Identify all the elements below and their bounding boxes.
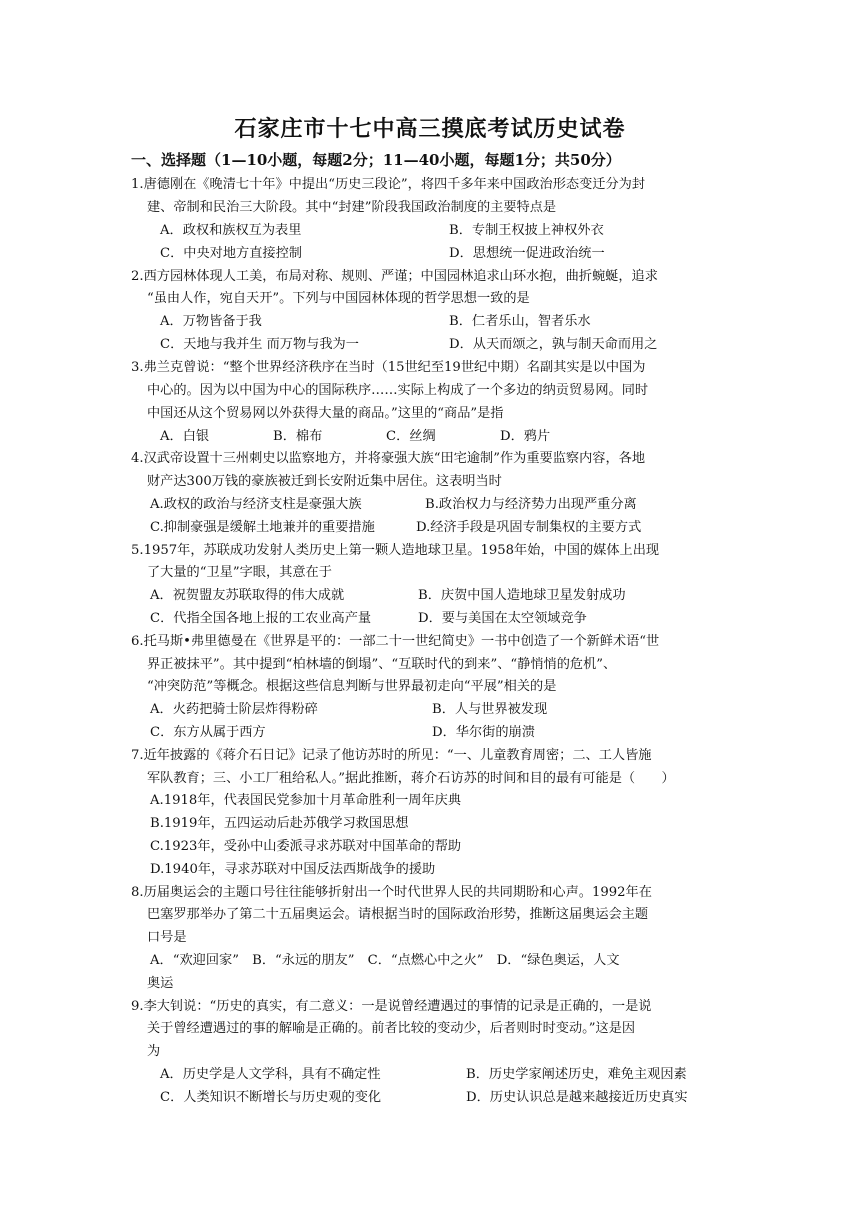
question-3-option-b: B．棉布 (273, 429, 323, 444)
question-5-option-a: A．祝贺盟友苏联取得的伟大成就 (150, 588, 345, 603)
question-6-option-a: A．火药把骑士阶层炸得粉碎 (150, 702, 318, 717)
question-3-option-a: A．白银 (160, 429, 210, 444)
question-9-option-b: B．历史学家阐述历史，难免主观因素 (466, 1067, 687, 1082)
question-9-option-a: A．历史学是人文学科，具有不确定性 (160, 1067, 381, 1082)
question-3-line-1: 3.弗兰克曾说：“整个世界经济秩序在当时（15世纪至19世纪中期）名副其实是以中国为 (131, 360, 646, 375)
question-8-options-cont: 奥运 (147, 976, 174, 991)
question-9-line-3: 为 (147, 1044, 161, 1059)
question-1-line-1: 1.唐德刚在《晚清七十年》中提出“历史三段论”，将四千多年来中国政治形态变迁分为封 (131, 177, 645, 192)
question-5-option-c: C．代指全国各地上报的工农业高产量 (150, 611, 372, 626)
question-2-option-a: A．万物皆备于我 (160, 314, 262, 329)
question-2-option-d: D．从天而颂之，孰与制天命而用之 (449, 337, 658, 352)
question-9-line-1: 9.李大钊说：“历史的真实，有二意义：一是说曾经遭遇过的事情的记录是正确的，一是说 (131, 999, 652, 1014)
question-7-line-1: 7.近年披露的《蒋介石日记》记录了他访苏时的所见：“一、儿童教育周密；二、工人皆施 (131, 748, 652, 763)
question-2-option-b: B．仁者乐山，智者乐水 (449, 314, 591, 329)
question-2-line-1: 2.西方园林体现人工美，布局对称、规则、严谨；中国园林追求山环水抱，曲折蜿蜒，追求 (131, 269, 658, 284)
question-1-option-d: D．思想统一促进政治统一 (449, 246, 605, 261)
question-5-line-2: 了大量的“卫星”字眼，其意在于 (147, 565, 332, 580)
question-8-line-3: 口号是 (147, 930, 187, 945)
question-4-line-1: 4.汉武帝设置十三州刺史以监察地方，并将豪强大族“田宅逾制”作为重要监察内容，各地 (131, 451, 645, 466)
question-2-option-c: C．天地与我并生 而万物与我为一 (160, 337, 359, 352)
question-6-option-b: B．人与世界被发现 (432, 702, 548, 717)
question-6-line-1: 6.托马斯•弗里德曼在《世界是平的：一部二十一世纪简史》一书中创造了一个新鲜术语“世 (131, 634, 660, 649)
question-3-line-2: 中心的。因为以中国为中心的国际秩序……实际上构成了一个多边的纳贡贸易网。同时 (147, 383, 649, 398)
question-4-option-b: B.政治权力与经济势力出现严重分离 (425, 497, 637, 512)
question-4-line-2: 财产达300万钱的豪族被迁到长安附近集中居住。这表明当时 (147, 474, 502, 489)
question-8-line-1: 8.历届奥运会的主题口号往往能够折射出一个时代世界人民的共同期盼和心声。1992年在 (131, 885, 652, 900)
question-7-option-d: D.1940年，寻求苏联对中国反法西斯战争的援助 (150, 862, 436, 877)
question-7-option-b: B.1919年，五四运动后赴苏俄学习救国思想 (150, 816, 409, 831)
question-1-line-2: 建、帝制和民治三大阶段。其中“封建”阶段我国政治制度的主要特点是 (147, 200, 557, 215)
question-7-line-2: 军队教育；三、小工厂租给私人。”据此推断，蒋介石访苏的时间和目的最有可能是（ ） (147, 771, 675, 786)
question-3-option-d: D．鸦片 (500, 429, 551, 444)
question-5-option-d: D．要与美国在太空领域竞争 (418, 611, 587, 626)
question-9-line-2: 关于曾经遭遇过的事的解喻是正确的。前者比较的变动少，后者则时时变动。”这是因 (147, 1021, 636, 1036)
question-5-option-b: B．庆贺中国人造地球卫星发射成功 (418, 588, 626, 603)
question-1-option-a: A．政权和族权互为表里 (160, 223, 302, 238)
question-4-option-d: D.经济手段是巩固专制集权的主要方式 (416, 520, 642, 535)
question-1-option-c: C．中央对地方直接控制 (160, 246, 302, 261)
question-8-line-2: 巴塞罗那举办了第二十五届奥运会。请根据当时的国际政治形势，推断这届奥运会主题 (147, 907, 649, 922)
question-6-line-2: 界正被抹平”。其中提到“柏林墙的倒塌”、“互联时代的到来”、“静悄悄的危机”、 (147, 657, 617, 672)
question-4-option-c: C.抑制豪强是缓解土地兼并的重要措施 (150, 520, 375, 535)
question-1-option-b: B．专制王权披上神权外衣 (449, 223, 604, 238)
section-heading: 一、选择题（1—10小题，每题2分；11—40小题，每题1分；共50分） (131, 151, 621, 169)
question-8-options: A．“欢迎回家” B．“永远的朋友” C．“点燃心中之火” D．“绿色奥运，人文 (150, 953, 620, 968)
question-9-option-c: C．人类知识不断增长与历史观的变化 (160, 1090, 382, 1105)
question-6-option-d: D．华尔街的崩溃 (432, 725, 535, 740)
question-6-line-3: “冲突防范”等概念。根据这些信息判断与世界最初走向“平展”相关的是 (147, 679, 557, 694)
question-4-option-a: A.政权的政治与经济支柱是豪强大族 (150, 497, 362, 512)
question-2-line-2: “虽由人作，宛自天开”。下列与中国园林体现的哲学思想一致的是 (147, 291, 530, 306)
question-3-line-3: 中国还从这个贸易网以外获得大量的商品。”这里的“商品”是指 (147, 406, 504, 421)
question-9-option-d: D．历史认识总是越来越接近历史真实 (466, 1090, 688, 1105)
question-3-option-c: C．丝绸 (386, 429, 436, 444)
question-7-option-a: A.1918年，代表国民党参加十月革命胜利一周年庆典 (150, 793, 462, 808)
question-5-line-1: 5.1957年，苏联成功发射人类历史上第一颗人造地球卫星。1958年始，中国的媒体上出现 (131, 543, 660, 558)
page-title: 石家庄市十七中高三摸底考试历史试卷 (234, 116, 626, 142)
question-6-option-c: C．东方从属于西方 (150, 725, 266, 740)
question-7-option-c: C.1923年，受孙中山委派寻求苏联对中国革命的帮助 (150, 839, 462, 854)
